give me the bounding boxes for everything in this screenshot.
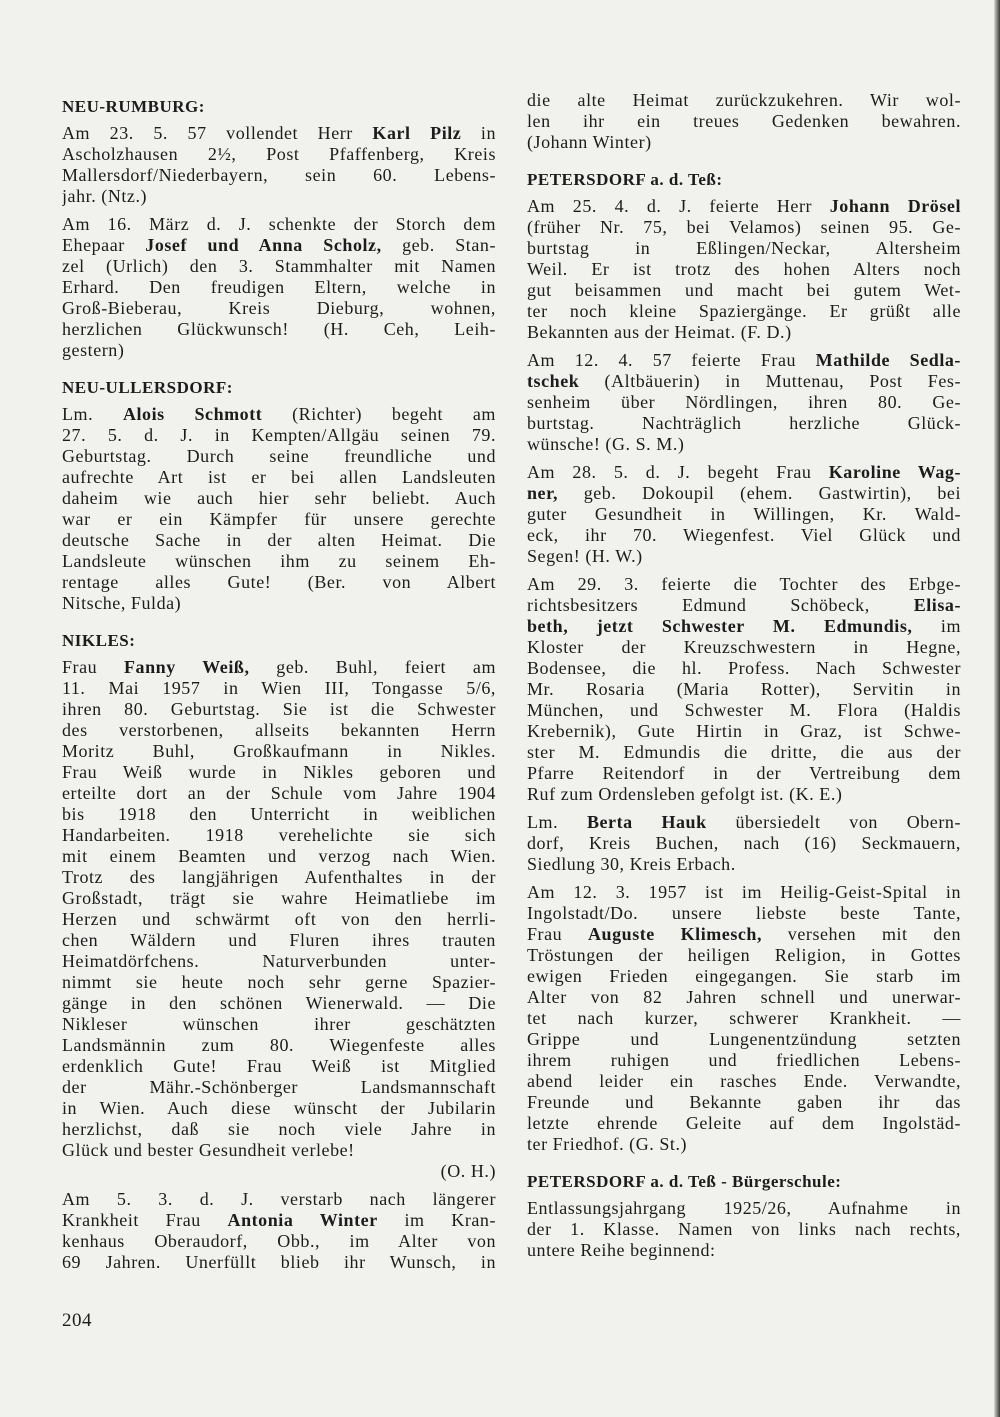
text-segment: erteilte dort an der Schule vom Jahre 1904 xyxy=(62,783,496,803)
text-segment: des verstorbenen, allseits bekannten Herrn xyxy=(62,720,496,740)
text-line xyxy=(62,1231,496,1252)
text-segment: Glück und bester Gesundheit verlebe! xyxy=(62,1140,355,1160)
text-line xyxy=(62,446,496,467)
text-line xyxy=(62,1119,496,1140)
text-line xyxy=(527,595,961,616)
text-segment: erdenklich Gute! Frau Weiß ist Mitglied xyxy=(62,1056,496,1076)
text-segment: abend leider ein rasches Ende. Verwandte, xyxy=(527,1071,961,1091)
text-line xyxy=(527,637,961,658)
text-line xyxy=(62,488,496,509)
text-segment: Lm. xyxy=(527,812,587,832)
text-segment: kenhaus Oberaudorf, Obb., im Alter von xyxy=(62,1231,496,1251)
article-paragraph xyxy=(62,1189,496,1273)
text-line xyxy=(527,483,961,504)
text-segment: Mr. Rosaria (Maria Rotter), Servitin in xyxy=(527,679,961,699)
text-segment: geb. Buhl, feiert am xyxy=(249,657,496,677)
bold-name: Fanny Weiß, xyxy=(124,657,250,677)
text-line xyxy=(527,1113,961,1134)
text-segment: Alter von 82 Jahren schnell und unerwar- xyxy=(527,987,961,1007)
text-segment: Am 23. 5. 57 vollendet Herr xyxy=(62,123,373,143)
text-line xyxy=(62,720,496,741)
text-line xyxy=(527,812,961,833)
text-segment: chen Wäldern und Fluren ihres trauten xyxy=(62,930,496,950)
text-line xyxy=(62,888,496,909)
text-line xyxy=(527,132,961,153)
text-line xyxy=(62,825,496,846)
text-segment: der 1. Klasse. Namen von links nach rechts, xyxy=(527,1219,961,1239)
text-segment: (Altbäuerin) in Muttenau, Post Fes- xyxy=(579,371,961,391)
text-line xyxy=(527,413,961,434)
section-heading: NIKLES: xyxy=(62,631,136,650)
text-line xyxy=(62,123,496,144)
text-line xyxy=(527,196,961,217)
text-segment: Am 12. 3. 1957 ist im Heilig-Geist-Spital in xyxy=(527,882,961,902)
text-line xyxy=(62,144,496,165)
text-line xyxy=(62,214,496,235)
text-segment: Nitsche, Fulda) xyxy=(62,593,182,613)
text-segment: Landsmännin zum 80. Wiegenfeste alles xyxy=(62,1035,496,1055)
text-line xyxy=(527,301,961,322)
text-segment: untere Reihe beginnend: xyxy=(527,1240,716,1260)
text-segment: Am 28. 5. d. J. begeht Frau xyxy=(527,462,829,482)
text-line xyxy=(62,235,496,256)
text-segment: die alte Heimat zurückzukehren. Wir wol- xyxy=(527,90,961,110)
text-line xyxy=(527,987,961,1008)
page-number: 204 xyxy=(62,1310,92,1331)
section-heading: NEU-RUMBURG: xyxy=(62,97,205,116)
text-segment: Landsleute wünschen ihm zu seinem Eh- xyxy=(62,551,496,571)
text-line xyxy=(62,551,496,572)
bold-name: Josef und Anna Scholz, xyxy=(145,235,382,255)
text-line xyxy=(527,574,961,595)
article-paragraph xyxy=(527,1198,961,1261)
article-paragraph xyxy=(62,214,496,361)
text-line xyxy=(62,762,496,783)
text-segment: war er ein Kämpfer für unsere gerechte xyxy=(62,509,496,529)
text-line xyxy=(62,319,496,340)
text-segment: (Richter) begeht am xyxy=(262,404,496,424)
text-segment: richtsbesitzers Edmund Schöbeck, xyxy=(527,595,914,615)
text-line xyxy=(527,546,961,567)
text-segment: len ihr ein treues Gedenken bewahren. xyxy=(527,111,961,131)
text-segment: 11. Mai 1957 in Wien III, Tongasse 5/6, xyxy=(62,678,496,698)
text-segment: deutsche Sache in der alten Heimat. Die xyxy=(62,530,496,550)
text-line xyxy=(527,945,961,966)
text-line xyxy=(62,1014,496,1035)
text-line xyxy=(527,1050,961,1071)
text-segment: Großstadt, trägt sie wahre Heimatliebe im xyxy=(62,888,496,908)
text-segment: guter Gesundheit in Willingen, Kr. Wald- xyxy=(527,504,961,524)
text-segment: 69 Jahren. Unerfüllt blieb ihr Wunsch, in xyxy=(62,1252,496,1272)
bold-name: ner, xyxy=(527,483,559,503)
text-line xyxy=(527,504,961,525)
text-segment: Nikleser wünschen ihrer geschätzten xyxy=(62,1014,496,1034)
text-segment: Ascholzhausen 2½, Post Pfaffenberg, Kreis xyxy=(62,144,496,164)
text-line xyxy=(62,867,496,888)
text-line xyxy=(527,217,961,238)
text-segment: herzlichst, daß sie noch viele Jahre in xyxy=(62,1119,496,1139)
text-segment: Bekannten aus der Heimat. (F. D.) xyxy=(527,322,792,342)
text-line xyxy=(527,784,961,805)
text-segment: Groß-Bieberau, Kreis Dieburg, wohnen, xyxy=(62,298,496,318)
right-column xyxy=(527,90,961,1268)
text-segment: Herzen und schwärmt oft von den herrli- xyxy=(62,909,496,929)
text-segment: Trotz des langjährigen Aufenthaltes in der xyxy=(62,867,496,887)
text-line xyxy=(527,854,961,875)
bold-name: Antonia Winter xyxy=(227,1210,378,1230)
text-line xyxy=(62,1140,496,1161)
text-segment: letzte ehrende Geleite auf dem Ingolstäd- xyxy=(527,1113,961,1133)
text-line xyxy=(527,1092,961,1113)
text-segment: burtstag. Nachträglich herzliche Glück- xyxy=(527,413,961,433)
text-segment: der Mähr.-Schönberger Landsmannschaft xyxy=(62,1077,496,1097)
article-paragraph xyxy=(527,812,961,875)
text-line xyxy=(527,1219,961,1240)
text-segment: geb. Stan- xyxy=(381,235,496,255)
text-segment: daheim wie auch hier sehr beliebt. Auch xyxy=(62,488,496,508)
article-paragraph xyxy=(527,90,961,153)
bold-name: Auguste Klimesch, xyxy=(587,924,763,944)
text-line xyxy=(62,1056,496,1077)
text-segment: Ingolstadt/Do. unsere liebste beste Tante, xyxy=(527,903,961,923)
bold-name: Mathilde Sedla- xyxy=(815,350,961,370)
text-segment: Krebernik), Gute Hirtin in Graz, ist Schwe- xyxy=(527,721,961,741)
text-line xyxy=(62,1210,496,1231)
text-segment: Am 12. 4. 57 feierte Frau xyxy=(527,350,816,370)
text-segment: Heimatdörfchens. Naturverbunden unter- xyxy=(62,951,496,971)
text-segment: jahr. (Ntz.) xyxy=(62,186,148,206)
text-line xyxy=(62,804,496,825)
text-segment: geb. Dokoupil (ehem. Gastwirtin), bei xyxy=(558,483,961,503)
bold-name: Karoline Wag- xyxy=(828,462,961,482)
text-line xyxy=(527,763,961,784)
text-segment: gänge in den schönen Wienerwald. — Die xyxy=(62,993,496,1013)
text-segment: Entlassungsjahrgang 1925/26, Aufnahme in xyxy=(527,1198,961,1218)
text-line xyxy=(62,1077,496,1098)
text-line xyxy=(527,525,961,546)
bold-name: Elisa- xyxy=(913,595,961,615)
text-line xyxy=(527,1008,961,1029)
text-segment: Freunde und Bekannte gaben ihr das xyxy=(527,1092,961,1112)
text-segment: tet nach kurzer, schwerer Krankheit. — xyxy=(527,1008,961,1028)
text-segment: versehen mit den xyxy=(762,924,961,944)
text-line xyxy=(527,616,961,637)
text-segment: Mallersdorf/Niederbayern, sein 60. Lebens- xyxy=(62,165,496,185)
text-segment: Pfarre Reitendorf in der Vertreibung dem xyxy=(527,763,961,783)
text-segment: Am 29. 3. feierte die Tochter des Erbge- xyxy=(527,574,961,594)
text-line xyxy=(62,509,496,530)
text-line xyxy=(62,186,496,207)
text-line xyxy=(62,530,496,551)
text-line xyxy=(527,1029,961,1050)
text-segment: ter noch kleine Spaziergänge. Er grüßt alle xyxy=(527,301,961,321)
text-segment: ihren 80. Geburtstag. Sie ist die Schwester xyxy=(62,699,496,719)
text-segment: Segen! (H. W.) xyxy=(527,546,643,566)
text-segment: Geburtstag. Durch seine freundliche und xyxy=(62,446,496,466)
text-line xyxy=(62,593,496,614)
text-line xyxy=(62,699,496,720)
bold-name: Karl Pilz xyxy=(372,123,462,143)
text-segment: Kloster der Kreuzschwestern in Hegne, xyxy=(527,637,961,657)
text-line xyxy=(62,467,496,488)
text-line xyxy=(62,678,496,699)
text-segment: Handarbeiten. 1918 verehelichte sie sich xyxy=(62,825,496,845)
text-line xyxy=(62,951,496,972)
text-segment: Ehepaar xyxy=(62,235,146,255)
text-segment: Grippe und Lungenentzündung setzten xyxy=(527,1029,961,1049)
text-line xyxy=(62,972,496,993)
bold-name: Berta Hauk xyxy=(586,812,707,832)
article-paragraph xyxy=(527,462,961,567)
article-paragraph xyxy=(527,350,961,455)
text-line xyxy=(527,371,961,392)
text-line xyxy=(527,833,961,854)
text-line xyxy=(62,1035,496,1056)
text-segment: ewigen Frieden eingegangen. Sie starb im xyxy=(527,966,961,986)
text-line xyxy=(62,1189,496,1210)
text-segment: Am 16. März d. J. schenkte der Storch dem xyxy=(62,214,496,234)
text-segment: Frau Weiß wurde in Nikles geboren und xyxy=(62,762,496,782)
text-line xyxy=(62,657,496,678)
text-line xyxy=(62,993,496,1014)
article-paragraph xyxy=(527,196,961,343)
text-segment: (Johann Winter) xyxy=(527,132,652,152)
text-segment: Krankheit Frau xyxy=(62,1210,228,1230)
text-line xyxy=(527,238,961,259)
text-line xyxy=(62,1252,496,1273)
text-line xyxy=(62,340,496,361)
text-line xyxy=(527,280,961,301)
text-segment: (früher Nr. 75, bei Velamos) seinen 95. Ge- xyxy=(527,217,961,237)
text-segment: burtstag in Eßlingen/Neckar, Altersheim xyxy=(527,238,961,258)
text-line xyxy=(527,259,961,280)
text-segment: dorf, Kreis Buchen, nach (16) Seckmauern, xyxy=(527,833,961,853)
text-line xyxy=(527,1071,961,1092)
section-heading: NEU-ULLERSDORF: xyxy=(62,378,233,397)
text-segment: ster M. Edmundis die dritte, die aus der xyxy=(527,742,961,762)
text-line xyxy=(62,404,496,425)
text-segment: im Kran- xyxy=(377,1210,496,1230)
text-segment: Ruf zum Ordensleben gefolgt ist. (K. E.) xyxy=(527,784,843,804)
text-line xyxy=(62,425,496,446)
text-line xyxy=(527,658,961,679)
text-line xyxy=(62,1098,496,1119)
text-line xyxy=(62,256,496,277)
text-segment: Bodensee, die hl. Profess. Nach Schwester xyxy=(527,658,961,678)
text-line xyxy=(527,924,961,945)
text-segment: gut beisammen und macht bei gutem Wet- xyxy=(527,280,961,300)
text-segment: Erhard. Den freudigen Eltern, welche in xyxy=(62,277,496,297)
text-line xyxy=(527,903,961,924)
text-line xyxy=(527,462,961,483)
text-line xyxy=(527,1240,961,1261)
section-heading: PETERSDORF a. d. Teß: xyxy=(527,170,723,189)
text-line xyxy=(527,1134,961,1155)
text-line xyxy=(527,721,961,742)
text-segment: Frau xyxy=(62,657,124,677)
text-segment: Frau xyxy=(527,924,588,944)
left-column xyxy=(62,96,496,1280)
text-segment: im xyxy=(912,616,961,636)
text-segment: nimmt sie heute noch sehr gerne Spazier- xyxy=(62,972,496,992)
text-segment: senheim über Nördlingen, ihren 80. Ge- xyxy=(527,392,961,412)
text-segment: ihrem ruhigen und friedlichen Lebens- xyxy=(527,1050,961,1070)
page-edge-shadow xyxy=(994,0,1000,1417)
article-paragraph xyxy=(527,882,961,1155)
text-segment: in xyxy=(461,123,496,143)
text-line xyxy=(527,742,961,763)
text-line xyxy=(527,966,961,987)
text-line xyxy=(62,165,496,186)
text-line xyxy=(527,679,961,700)
text-segment: eck, ihr 70. Wiegenfest. Viel Glück und xyxy=(527,525,961,545)
text-segment: wünsche! (G. S. M.) xyxy=(527,434,685,454)
text-segment: rentage alles Gute! (Ber. von Albert xyxy=(62,572,496,592)
text-segment: gestern) xyxy=(62,340,125,360)
text-line xyxy=(527,392,961,413)
text-segment: Tröstungen der heiligen Religion, in Gottes xyxy=(527,945,961,965)
article-paragraph xyxy=(62,123,496,207)
text-segment: Lm. xyxy=(62,404,123,424)
text-line xyxy=(527,322,961,343)
author-signature: (O. H.) xyxy=(440,1161,496,1181)
text-segment: 27. 5. d. J. in Kempten/Allgäu seinen 79. xyxy=(62,425,496,445)
article-paragraph xyxy=(62,657,496,1182)
text-line xyxy=(62,572,496,593)
article-paragraph xyxy=(62,404,496,614)
text-segment: übersiedelt von Obern- xyxy=(706,812,961,832)
text-segment: Moritz Buhl, Großkaufmann in Nikles. xyxy=(62,741,496,761)
text-segment: Weil. Er ist trotz des hohen Alters noch xyxy=(527,259,961,279)
text-line xyxy=(527,700,961,721)
section-heading: PETERSDORF a. d. Teß - Bürgerschule: xyxy=(527,1172,842,1191)
text-segment: herzlichen Glückwunsch! (H. Ceh, Leih- xyxy=(62,319,496,339)
bold-name: Alois Schmott xyxy=(122,404,263,424)
text-segment: München, und Schwester M. Flora (Haldis xyxy=(527,700,961,720)
text-line xyxy=(527,90,961,111)
text-line xyxy=(527,350,961,371)
text-line xyxy=(62,846,496,867)
text-line xyxy=(62,277,496,298)
text-segment: Am 5. 3. d. J. verstarb nach längerer xyxy=(62,1189,496,1209)
text-line xyxy=(527,434,961,455)
text-line xyxy=(62,741,496,762)
bold-name: Johann Drösel xyxy=(829,196,961,216)
text-segment: in Wien. Auch diese wünscht der Jubilarin xyxy=(62,1098,496,1118)
text-line xyxy=(527,882,961,903)
text-segment: Siedlung 30, Kreis Erbach. xyxy=(527,854,736,874)
text-segment: mit einem Beamten und verzog nach Wien. xyxy=(62,846,496,866)
article-paragraph xyxy=(527,574,961,805)
text-line xyxy=(527,111,961,132)
text-line xyxy=(62,298,496,319)
text-line xyxy=(62,783,496,804)
text-line xyxy=(62,909,496,930)
text-line xyxy=(527,1198,961,1219)
text-segment: aufrechte Art ist er bei allen Landsleuten xyxy=(62,467,496,487)
text-line xyxy=(62,930,496,951)
bold-name: beth, jetzt Schwester M. Edmundis, xyxy=(527,616,913,636)
text-segment: zel (Urlich) den 3. Stammhalter mit Namen xyxy=(62,256,496,276)
text-segment: ter Friedhof. (G. St.) xyxy=(527,1134,688,1154)
text-segment: Am 25. 4. d. J. feierte Herr xyxy=(527,196,830,216)
bold-name: tschek xyxy=(527,371,580,391)
text-segment: bis 1918 den Unterricht in weiblichen xyxy=(62,804,496,824)
